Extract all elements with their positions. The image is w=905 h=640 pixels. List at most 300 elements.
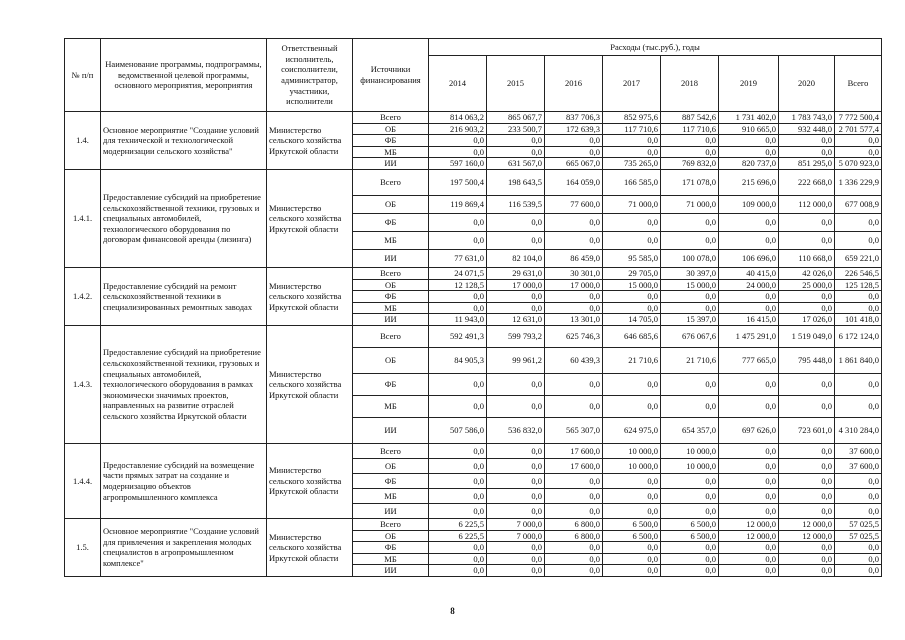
total-value: 0,0 — [835, 542, 882, 554]
table-row — [65, 325, 882, 347]
year-value: 0,0 — [603, 473, 661, 488]
year-value: 0,0 — [545, 291, 603, 303]
header-year: 2014 — [429, 56, 487, 112]
total-value: 0,0 — [835, 146, 882, 158]
year-value: 0,0 — [603, 146, 661, 158]
funding-source: МБ — [353, 395, 429, 417]
total-value: 0,0 — [835, 231, 882, 249]
year-value: 0,0 — [603, 231, 661, 249]
year-value: 0,0 — [429, 542, 487, 554]
item-responsible: Министерство сельского хозяйства Иркутской области — [267, 518, 353, 576]
year-value: 11 943,0 — [429, 314, 487, 326]
total-value: 0,0 — [835, 302, 882, 314]
year-value: 0,0 — [487, 553, 545, 565]
year-value: 1 731 402,0 — [719, 112, 779, 124]
year-value: 625 746,3 — [545, 325, 603, 347]
total-value: 677 008,9 — [835, 195, 882, 213]
total-value: 6 172 124,0 — [835, 325, 882, 347]
table-row — [65, 518, 882, 530]
year-value: 0,0 — [719, 135, 779, 147]
year-value: 910 665,0 — [719, 123, 779, 135]
funding-source: ОБ — [353, 279, 429, 291]
header-year: 2016 — [545, 56, 603, 112]
year-value: 0,0 — [429, 135, 487, 147]
funding-source: МБ — [353, 302, 429, 314]
year-value: 0,0 — [719, 473, 779, 488]
year-value: 507 586,0 — [429, 417, 487, 443]
year-value: 215 696,0 — [719, 169, 779, 195]
funding-source: ИИ — [353, 158, 429, 170]
header-source: Источники финансирования — [353, 39, 429, 112]
funding-source: МБ — [353, 146, 429, 158]
year-value: 0,0 — [779, 473, 835, 488]
funding-source: Всего — [353, 443, 429, 458]
header-year: 2017 — [603, 56, 661, 112]
year-value: 0,0 — [779, 553, 835, 565]
year-value: 0,0 — [661, 135, 719, 147]
year-value: 0,0 — [719, 503, 779, 518]
year-value: 0,0 — [545, 553, 603, 565]
year-value: 119 869,4 — [429, 195, 487, 213]
year-value: 25 000,0 — [779, 279, 835, 291]
year-value: 0,0 — [779, 395, 835, 417]
year-value: 109 000,0 — [719, 195, 779, 213]
table-body — [65, 112, 882, 577]
table-row — [65, 112, 882, 124]
year-value: 0,0 — [429, 373, 487, 395]
year-value: 0,0 — [661, 542, 719, 554]
year-value: 15 000,0 — [661, 279, 719, 291]
year-value: 565 307,0 — [545, 417, 603, 443]
year-value: 1 783 743,0 — [779, 112, 835, 124]
year-value: 654 357,0 — [661, 417, 719, 443]
year-value: 117 710,6 — [603, 123, 661, 135]
year-value: 0,0 — [661, 395, 719, 417]
year-value: 0,0 — [487, 213, 545, 231]
year-value: 0,0 — [429, 565, 487, 577]
year-value: 735 265,0 — [603, 158, 661, 170]
year-value: 0,0 — [487, 146, 545, 158]
total-value: 0,0 — [835, 553, 882, 565]
year-value: 697 626,0 — [719, 417, 779, 443]
total-value: 0,0 — [835, 565, 882, 577]
year-value: 0,0 — [661, 565, 719, 577]
year-value: 222 668,0 — [779, 169, 835, 195]
header-name: Наименование программы, подпрограммы, ведомственной целевой программы, основного мероприятия, мероприятия — [101, 39, 267, 112]
total-value: 2 701 577,4 — [835, 123, 882, 135]
year-value: 0,0 — [545, 213, 603, 231]
year-value: 30 397,0 — [661, 267, 719, 279]
year-value: 769 832,0 — [661, 158, 719, 170]
year-value: 0,0 — [545, 231, 603, 249]
year-value: 0,0 — [603, 135, 661, 147]
year-value: 6 500,0 — [661, 530, 719, 542]
item-name: Предоставление субсидий на приобретение сельскохозяйственной техники, грузовых и специальных автомобилей, технологического оборудования по договорам финансовой аренды (лизинга) — [101, 169, 267, 267]
year-value: 820 737,0 — [719, 158, 779, 170]
year-value: 0,0 — [719, 291, 779, 303]
year-value: 99 961,2 — [487, 347, 545, 373]
year-value: 17 026,0 — [779, 314, 835, 326]
year-value: 0,0 — [779, 135, 835, 147]
year-value: 12 128,5 — [429, 279, 487, 291]
year-value: 0,0 — [545, 302, 603, 314]
year-value: 0,0 — [661, 231, 719, 249]
table-row — [65, 443, 882, 458]
year-value: 0,0 — [429, 443, 487, 458]
year-value: 0,0 — [603, 213, 661, 231]
funding-source: ОБ — [353, 530, 429, 542]
year-value: 0,0 — [779, 146, 835, 158]
year-value: 117 710,6 — [661, 123, 719, 135]
funding-source: Всего — [353, 267, 429, 279]
year-value: 0,0 — [661, 213, 719, 231]
year-value: 112 000,0 — [779, 195, 835, 213]
year-value: 6 500,0 — [603, 518, 661, 530]
year-value: 0,0 — [779, 503, 835, 518]
year-value: 17 600,0 — [545, 443, 603, 458]
total-value: 1 336 229,9 — [835, 169, 882, 195]
year-value: 0,0 — [603, 488, 661, 503]
year-value: 12 000,0 — [719, 530, 779, 542]
year-value: 0,0 — [719, 443, 779, 458]
year-value: 0,0 — [779, 542, 835, 554]
year-value: 6 500,0 — [661, 518, 719, 530]
year-value: 0,0 — [603, 542, 661, 554]
year-value: 6 225,5 — [429, 530, 487, 542]
page-number: 8 — [450, 606, 455, 616]
table-row — [65, 267, 882, 279]
total-value: 7 772 500,4 — [835, 112, 882, 124]
year-value: 0,0 — [487, 503, 545, 518]
total-value: 0,0 — [835, 488, 882, 503]
year-value: 0,0 — [661, 488, 719, 503]
item-number: 1.4.3. — [65, 325, 101, 443]
year-value: 0,0 — [487, 373, 545, 395]
year-value: 0,0 — [545, 503, 603, 518]
total-value: 37 600,0 — [835, 458, 882, 473]
year-value: 0,0 — [487, 395, 545, 417]
item-number: 1.4.2. — [65, 267, 101, 325]
year-value: 29 705,0 — [603, 267, 661, 279]
year-value: 17 000,0 — [487, 279, 545, 291]
year-value: 0,0 — [661, 473, 719, 488]
year-value: 17 000,0 — [545, 279, 603, 291]
item-name: Предоставление субсидий на возмещение части прямых затрат на создание и модернизацию объектов агропромышленного комплекса — [101, 443, 267, 518]
year-value: 6 800,0 — [545, 518, 603, 530]
year-value: 1 519 049,0 — [779, 325, 835, 347]
funding-source: Всего — [353, 518, 429, 530]
year-value: 0,0 — [719, 213, 779, 231]
year-value: 665 067,0 — [545, 158, 603, 170]
year-value: 172 639,3 — [545, 123, 603, 135]
year-value: 0,0 — [545, 473, 603, 488]
total-value: 101 418,0 — [835, 314, 882, 326]
total-value: 1 861 840,0 — [835, 347, 882, 373]
year-value: 865 067,7 — [487, 112, 545, 124]
year-value: 0,0 — [719, 542, 779, 554]
year-value: 0,0 — [719, 458, 779, 473]
total-value: 0,0 — [835, 291, 882, 303]
year-value: 71 000,0 — [603, 195, 661, 213]
total-value: 4 310 284,0 — [835, 417, 882, 443]
year-value: 0,0 — [719, 302, 779, 314]
year-value: 0,0 — [487, 135, 545, 147]
total-value: 0,0 — [835, 395, 882, 417]
total-value: 0,0 — [835, 135, 882, 147]
item-responsible: Министерство сельского хозяйства Иркутской области — [267, 267, 353, 325]
item-responsible: Министерство сельского хозяйства Иркутской области — [267, 112, 353, 170]
year-value: 24 000,0 — [719, 279, 779, 291]
year-value: 110 668,0 — [779, 249, 835, 267]
year-value: 0,0 — [487, 302, 545, 314]
year-value: 0,0 — [429, 488, 487, 503]
year-value: 14 705,0 — [603, 314, 661, 326]
year-value: 599 793,2 — [487, 325, 545, 347]
year-value: 0,0 — [719, 565, 779, 577]
year-value: 10 000,0 — [661, 458, 719, 473]
year-value: 82 104,0 — [487, 249, 545, 267]
year-value: 0,0 — [661, 503, 719, 518]
year-value: 13 301,0 — [545, 314, 603, 326]
total-value: 57 025,5 — [835, 530, 882, 542]
table-row — [65, 169, 882, 195]
funding-source: Всего — [353, 112, 429, 124]
year-value: 42 026,0 — [779, 267, 835, 279]
year-value: 12 000,0 — [779, 518, 835, 530]
total-value: 5 070 923,0 — [835, 158, 882, 170]
funding-source: ИИ — [353, 565, 429, 577]
year-value: 86 459,0 — [545, 249, 603, 267]
funding-source: ОБ — [353, 347, 429, 373]
year-value: 0,0 — [487, 488, 545, 503]
year-value: 0,0 — [719, 553, 779, 565]
year-value: 0,0 — [487, 291, 545, 303]
year-value: 6 800,0 — [545, 530, 603, 542]
year-value: 0,0 — [545, 542, 603, 554]
year-value: 21 710,6 — [661, 347, 719, 373]
year-value: 592 491,3 — [429, 325, 487, 347]
year-value: 624 975,0 — [603, 417, 661, 443]
total-value: 57 025,5 — [835, 518, 882, 530]
year-value: 0,0 — [779, 231, 835, 249]
funding-source: ИИ — [353, 417, 429, 443]
item-name: Основное мероприятие "Создание условий для привлечения и закрепления молодых специалистов в агропромышленном комплексе" — [101, 518, 267, 576]
year-value: 0,0 — [779, 291, 835, 303]
year-value: 0,0 — [779, 213, 835, 231]
funding-source: ОБ — [353, 195, 429, 213]
header-year: 2015 — [487, 56, 545, 112]
funding-source: МБ — [353, 553, 429, 565]
year-value: 166 585,0 — [603, 169, 661, 195]
funding-source: ИИ — [353, 314, 429, 326]
year-value: 100 078,0 — [661, 249, 719, 267]
year-value: 16 415,0 — [719, 314, 779, 326]
year-value: 0,0 — [429, 146, 487, 158]
budget-table — [64, 38, 882, 577]
item-number: 1.4. — [65, 112, 101, 170]
year-value: 0,0 — [429, 302, 487, 314]
total-value: 226 546,5 — [835, 267, 882, 279]
year-value: 40 415,0 — [719, 267, 779, 279]
year-value: 0,0 — [661, 373, 719, 395]
funding-source: ФБ — [353, 213, 429, 231]
year-value: 17 600,0 — [545, 458, 603, 473]
year-value: 0,0 — [487, 231, 545, 249]
year-value: 0,0 — [719, 373, 779, 395]
funding-source: Всего — [353, 325, 429, 347]
funding-source: МБ — [353, 488, 429, 503]
funding-source: МБ — [353, 231, 429, 249]
year-value: 0,0 — [429, 458, 487, 473]
year-value: 0,0 — [719, 146, 779, 158]
header-row-top — [65, 39, 882, 56]
year-value: 932 448,0 — [779, 123, 835, 135]
year-value: 0,0 — [429, 213, 487, 231]
year-value: 0,0 — [429, 503, 487, 518]
year-value: 0,0 — [603, 302, 661, 314]
year-value: 0,0 — [545, 373, 603, 395]
funding-source: Всего — [353, 169, 429, 195]
item-responsible: Министерство сельского хозяйства Иркутской области — [267, 325, 353, 443]
year-value: 84 905,3 — [429, 347, 487, 373]
year-value: 0,0 — [487, 458, 545, 473]
year-value: 0,0 — [545, 565, 603, 577]
item-responsible: Министерство сельского хозяйства Иркутской области — [267, 443, 353, 518]
year-value: 29 631,0 — [487, 267, 545, 279]
header-total: Всего — [835, 56, 882, 112]
year-value: 0,0 — [661, 302, 719, 314]
item-name: Предоставление субсидий на ремонт сельскохозяйственной техники в специализированных ремонтных заводах — [101, 267, 267, 325]
item-name: Основное мероприятие "Создание условий для технической и технологической модернизации сельского хозяйства" — [101, 112, 267, 170]
item-responsible: Министерство сельского хозяйства Иркутской области — [267, 169, 353, 267]
year-value: 0,0 — [429, 291, 487, 303]
year-value: 0,0 — [429, 395, 487, 417]
header-num: № п/п — [65, 39, 101, 112]
header-expenses: Расходы (тыс.руб.), годы — [429, 39, 882, 56]
funding-source: ФБ — [353, 473, 429, 488]
year-value: 12 000,0 — [779, 530, 835, 542]
year-value: 0,0 — [487, 443, 545, 458]
year-value: 723 601,0 — [779, 417, 835, 443]
total-value: 0,0 — [835, 473, 882, 488]
year-value: 77 631,0 — [429, 249, 487, 267]
year-value: 12 631,0 — [487, 314, 545, 326]
year-value: 0,0 — [603, 565, 661, 577]
year-value: 676 067,6 — [661, 325, 719, 347]
year-value: 24 071,5 — [429, 267, 487, 279]
year-value: 15 397,0 — [661, 314, 719, 326]
item-number: 1.5. — [65, 518, 101, 576]
year-value: 0,0 — [487, 565, 545, 577]
year-value: 21 710,6 — [603, 347, 661, 373]
funding-source: ОБ — [353, 123, 429, 135]
header-year: 2019 — [719, 56, 779, 112]
header-year: 2020 — [779, 56, 835, 112]
year-value: 0,0 — [487, 542, 545, 554]
year-value: 233 500,7 — [487, 123, 545, 135]
year-value: 10 000,0 — [603, 443, 661, 458]
year-value: 0,0 — [603, 373, 661, 395]
year-value: 0,0 — [719, 231, 779, 249]
funding-source: ОБ — [353, 458, 429, 473]
year-value: 0,0 — [545, 135, 603, 147]
year-value: 0,0 — [603, 553, 661, 565]
year-value: 0,0 — [545, 488, 603, 503]
year-value: 777 665,0 — [719, 347, 779, 373]
year-value: 0,0 — [779, 443, 835, 458]
year-value: 116 539,5 — [487, 195, 545, 213]
header-responsible: Ответственный исполнитель, соисполнители, администратор, участники, исполнители — [267, 39, 353, 112]
year-value: 536 832,0 — [487, 417, 545, 443]
year-value: 60 439,3 — [545, 347, 603, 373]
item-number: 1.4.4. — [65, 443, 101, 518]
year-value: 1 475 291,0 — [719, 325, 779, 347]
year-value: 0,0 — [429, 231, 487, 249]
year-value: 0,0 — [661, 553, 719, 565]
year-value: 0,0 — [779, 458, 835, 473]
year-value: 6 225,5 — [429, 518, 487, 530]
year-value: 837 706,3 — [545, 112, 603, 124]
year-value: 7 000,0 — [487, 530, 545, 542]
funding-source: ФБ — [353, 542, 429, 554]
header-year: 2018 — [661, 56, 719, 112]
year-value: 216 903,2 — [429, 123, 487, 135]
year-value: 814 063,2 — [429, 112, 487, 124]
total-value: 0,0 — [835, 373, 882, 395]
year-value: 646 685,6 — [603, 325, 661, 347]
year-value: 0,0 — [603, 503, 661, 518]
year-value: 0,0 — [661, 291, 719, 303]
year-value: 71 000,0 — [661, 195, 719, 213]
total-value: 0,0 — [835, 503, 882, 518]
year-value: 171 078,0 — [661, 169, 719, 195]
year-value: 0,0 — [429, 553, 487, 565]
year-value: 795 448,0 — [779, 347, 835, 373]
year-value: 0,0 — [429, 473, 487, 488]
year-value: 0,0 — [779, 565, 835, 577]
year-value: 0,0 — [545, 395, 603, 417]
total-value: 0,0 — [835, 213, 882, 231]
funding-source: ФБ — [353, 373, 429, 395]
item-name: Предоставление субсидий на приобретение сельскохозяйственной техники, грузовых и специальных автомобилей, технологического оборудования в рамках экономически значимых проектов, направленных на развитие отраслей сельского хозяйства Иркутской области — [101, 325, 267, 443]
total-value: 125 128,5 — [835, 279, 882, 291]
year-value: 10 000,0 — [661, 443, 719, 458]
year-value: 198 643,5 — [487, 169, 545, 195]
year-value: 30 301,0 — [545, 267, 603, 279]
year-value: 10 000,0 — [603, 458, 661, 473]
year-value: 0,0 — [779, 373, 835, 395]
funding-source: ИИ — [353, 503, 429, 518]
funding-source: ФБ — [353, 291, 429, 303]
year-value: 0,0 — [545, 146, 603, 158]
year-value: 597 160,0 — [429, 158, 487, 170]
year-value: 12 000,0 — [719, 518, 779, 530]
year-value: 852 975,6 — [603, 112, 661, 124]
year-value: 0,0 — [487, 473, 545, 488]
year-value: 0,0 — [779, 488, 835, 503]
year-value: 15 000,0 — [603, 279, 661, 291]
total-value: 37 600,0 — [835, 443, 882, 458]
year-value: 851 295,0 — [779, 158, 835, 170]
funding-source: ФБ — [353, 135, 429, 147]
year-value: 0,0 — [603, 395, 661, 417]
year-value: 106 696,0 — [719, 249, 779, 267]
year-value: 0,0 — [661, 146, 719, 158]
year-value: 95 585,0 — [603, 249, 661, 267]
year-value: 631 567,0 — [487, 158, 545, 170]
total-value: 659 221,0 — [835, 249, 882, 267]
year-value: 6 500,0 — [603, 530, 661, 542]
